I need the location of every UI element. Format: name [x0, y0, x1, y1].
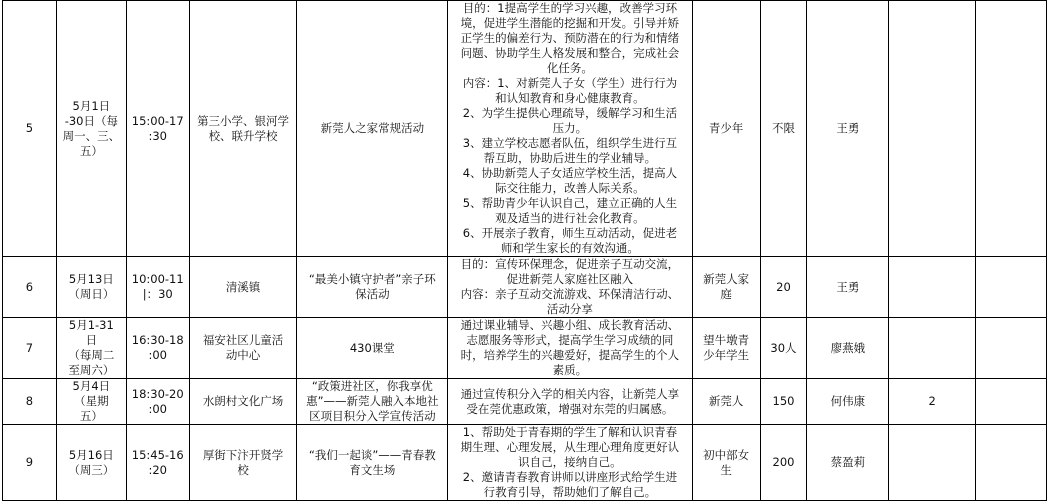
target-audience-cell: 青少年: [692, 1, 760, 257]
contact-person-cell: 王勇: [807, 257, 889, 318]
target-audience-cell: 新莞人家 庭: [692, 257, 760, 318]
contact-person-cell: 何伟康: [807, 379, 889, 425]
content-line: 内容：1、对新莞人子女（学生）进行行为: [462, 76, 678, 90]
time-cell: 15:45-16 :20: [126, 425, 189, 501]
content-cell: [448, 425, 692, 501]
target-audience-cell: 望牛墩青 少年学生: [692, 318, 760, 379]
content-line: 观及适当的进行社会化教育。: [495, 211, 645, 225]
participant-count-cell: 30人: [760, 318, 807, 379]
time-cell: 16:30-18 :00: [126, 318, 189, 379]
content-line: 目的：宣传环保理念，促进亲子互动交流，: [460, 257, 680, 271]
content-line: 正学生的偏差行为、预防潜在的行为和情绪: [460, 31, 680, 45]
content-line: 帮互助，协助后进生的学业辅导。: [483, 151, 657, 165]
participant-count-cell: 不限: [760, 1, 807, 257]
content-line: 通过宣传积分入学的相关内容，让新莞人享: [460, 386, 680, 401]
table-row: [3, 379, 1047, 425]
row-number-cell: 6: [3, 257, 57, 318]
content-line: 4、协助新莞人子女适应学校生活，提高人: [462, 166, 678, 180]
activity-name-cell: 430课堂: [297, 318, 448, 379]
extra-cell: [889, 425, 976, 501]
table-row: [3, 425, 1047, 501]
activity-name-cell: “我们一起谈”——青春教 育文生场: [297, 425, 448, 501]
content-line: 6、开展亲子教育，师生互动活动，促进老: [462, 226, 678, 240]
extra-cell: [889, 318, 976, 379]
content-line: 1、帮助处于青春期的学生了解和认识青春: [462, 425, 678, 439]
activity-name-cell: 新莞人之家常规活动: [297, 1, 448, 257]
content-line: 通过课业辅导、兴趣小组、成长教育活动、: [460, 318, 680, 332]
content-line: 期生理、心理发展，从生理心理角度更好认: [460, 440, 680, 454]
row-number-cell: 7: [3, 318, 57, 379]
venue-cell: 水朗村文化广场: [189, 379, 297, 425]
activity-schedule-table: [2, 0, 1047, 501]
time-cell: 15:00-17 :30: [126, 1, 189, 257]
participant-count-cell: 150: [760, 379, 807, 425]
activity-name-cell: “政策进社区，你我享优 惠”——新莞人融入本地社 区项目积分入学宣传活动: [297, 379, 448, 425]
participant-count-cell: 20: [760, 257, 807, 318]
participant-count-cell: 200: [760, 425, 807, 501]
table-row: [3, 257, 1047, 318]
content-line: 素质。: [552, 363, 588, 377]
content-line: 内容：亲子互动交流游戏、环保清洁行动、: [460, 287, 680, 301]
content-line: 压力。: [552, 121, 588, 135]
date-cell: 5月1日 -30日（每 周一、三、 五）: [56, 1, 126, 257]
venue-cell: 厚街下汴开贤学 校: [189, 425, 297, 501]
table-row: [3, 318, 1047, 379]
extra-cell: 2: [889, 379, 976, 425]
content-line: 化任务。: [546, 61, 593, 75]
row-number-cell: 9: [3, 425, 57, 501]
content-line: 际交往能力，改善人际关系。: [495, 181, 645, 195]
empty-cell: [976, 425, 1047, 501]
content-line: 活动分享: [546, 302, 593, 316]
empty-cell: [976, 257, 1047, 318]
date-cell: 5月4日 （星期 五）: [56, 379, 126, 425]
content-line: 5、帮助青少年认识自己，建立正确的人生: [462, 196, 678, 210]
time-cell: 18:30-20 :00: [126, 379, 189, 425]
table-row: [3, 1, 1047, 257]
empty-cell: [976, 1, 1047, 257]
content-line: 2、邀请青春教育讲师以讲座形式给学生进: [462, 470, 678, 484]
contact-person-cell: 蔡盈莉: [807, 425, 889, 501]
venue-cell: 福安社区儿童活 动中心: [189, 318, 297, 379]
contact-person-cell: 王勇: [807, 1, 889, 257]
content-cell: [448, 379, 692, 425]
content-line: 和认知教育和身心健康教育。: [495, 91, 645, 105]
date-cell: 5月13日 （周日）: [56, 257, 126, 318]
empty-cell: [976, 379, 1047, 425]
venue-cell: 第三小学、银河学 校、联升学校: [189, 1, 297, 257]
content-cell: [448, 1, 692, 257]
content-cell: [448, 318, 692, 379]
empty-cell: [976, 318, 1047, 379]
content-line: 识自己，接纳自己。: [518, 455, 622, 469]
target-audience-cell: 新莞人: [692, 379, 760, 425]
contact-person-cell: 廖燕娥: [807, 318, 889, 379]
content-line: 受在莞优惠政策，增强对东莞的归属感。: [466, 401, 674, 416]
activity-name-cell: “最美小镇守护者”亲子环 保活动: [297, 257, 448, 318]
content-line: 问题、协助学生人格发展和整合，完成社会: [460, 46, 680, 60]
row-number-cell: 5: [3, 1, 57, 257]
content-line: 3、建立学校志愿者队伍，组织学生进行互: [462, 136, 678, 150]
venue-cell: 清溪镇: [189, 257, 297, 318]
content-line: 2、为学生提供心理疏导，缓解学习和生活: [462, 106, 678, 120]
date-cell: 5月16日 （周三）: [56, 425, 126, 501]
target-audience-cell: 初中部女 生: [692, 425, 760, 501]
content-line: 师和学生家长的有效沟通。: [500, 241, 639, 255]
content-line: 目的：1提高学生的学习兴趣，改善学习环: [462, 1, 678, 15]
extra-cell: [889, 257, 976, 318]
content-line: 行教育引导，帮助她们了解自己。: [483, 485, 657, 499]
content-line: 促进新莞人家庭社区融入: [506, 272, 634, 286]
date-cell: 5月1-31 日 （每周二 至周六）: [56, 318, 126, 379]
content-line: 志愿服务等形式，提高学生学习成绩的同: [466, 333, 674, 347]
content-line: 境，促进学生潜能的挖掘和开发。引导并矫: [460, 16, 680, 30]
row-number-cell: 8: [3, 379, 57, 425]
content-cell: [448, 257, 692, 318]
content-line: 时，培养学生的兴趣爱好，提高学生的个人: [460, 348, 680, 362]
time-cell: 10:00-11 |：30: [126, 257, 189, 318]
extra-cell: [889, 1, 976, 257]
